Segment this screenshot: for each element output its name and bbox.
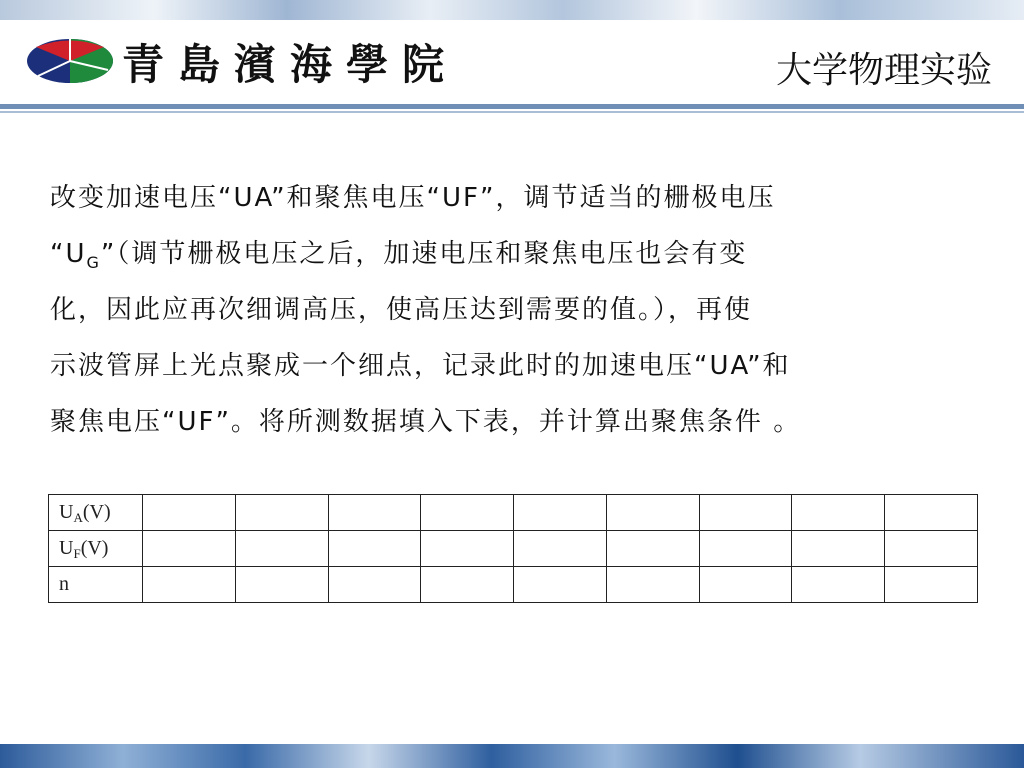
data-cell[interactable] xyxy=(514,531,607,567)
data-cell[interactable] xyxy=(885,567,978,603)
row-header-uf: $U_F(V)$ xyxy=(49,531,143,567)
data-cell[interactable] xyxy=(792,567,885,603)
instruction-line: 示波管屏上光点聚成一个细点，记录此时的加速电压“UA”和 xyxy=(50,351,791,381)
instruction-line: 改变加速电压“UA”和聚焦电压“UF”，调节适当的栅极电压 xyxy=(50,183,776,213)
instruction-text: ”（调节栅极电压之后，加速电压和聚焦电压也会有变 xyxy=(100,239,748,269)
table-row xyxy=(49,567,978,603)
instruction-line xyxy=(50,226,960,282)
data-table xyxy=(48,494,978,603)
data-cell[interactable] xyxy=(514,495,607,531)
data-cell[interactable] xyxy=(328,495,421,531)
data-cell[interactable] xyxy=(328,567,421,603)
instruction-paragraph xyxy=(50,170,960,450)
data-cell[interactable] xyxy=(328,531,421,567)
slide-header xyxy=(0,20,1024,104)
data-cell[interactable] xyxy=(699,567,792,603)
data-cell[interactable] xyxy=(699,495,792,531)
row-header-ua: $U_A(V)$ xyxy=(49,495,143,531)
data-cell[interactable] xyxy=(235,567,328,603)
data-cell[interactable] xyxy=(235,495,328,531)
data-cell[interactable] xyxy=(421,531,514,567)
data-cell[interactable] xyxy=(421,495,514,531)
data-cell[interactable] xyxy=(699,531,792,567)
header-divider xyxy=(0,104,1024,109)
data-cell[interactable] xyxy=(792,531,885,567)
header-divider-thin xyxy=(0,111,1024,113)
school-logo-icon xyxy=(26,38,114,84)
data-cell[interactable] xyxy=(143,495,236,531)
data-cell[interactable] xyxy=(885,495,978,531)
data-cell[interactable] xyxy=(143,567,236,603)
school-name: 青島濱海學院 xyxy=(122,40,459,89)
table-row xyxy=(49,531,978,567)
course-title: 大学物理实验 xyxy=(775,50,992,91)
data-cell[interactable] xyxy=(143,531,236,567)
top-decorative-stripe xyxy=(0,0,1024,20)
data-cell[interactable] xyxy=(792,495,885,531)
data-cell[interactable] xyxy=(606,531,699,567)
instruction-line: 聚焦电压“UF”。将所测数据填入下表，并计算出聚焦条件 。 xyxy=(50,407,802,437)
instruction-text: “U xyxy=(50,239,87,269)
data-cell[interactable] xyxy=(421,567,514,603)
table-row xyxy=(49,495,978,531)
data-cell[interactable] xyxy=(514,567,607,603)
row-header-n: n xyxy=(49,567,143,603)
data-cell[interactable] xyxy=(885,531,978,567)
data-cell[interactable] xyxy=(235,531,328,567)
grid-voltage-subscript: G xyxy=(86,253,101,272)
bottom-decorative-stripe xyxy=(0,744,1024,768)
instruction-line: 化，因此应再次细调高压，使高压达到需要的值。），再使 xyxy=(50,295,753,325)
data-cell[interactable] xyxy=(606,567,699,603)
data-cell[interactable] xyxy=(606,495,699,531)
